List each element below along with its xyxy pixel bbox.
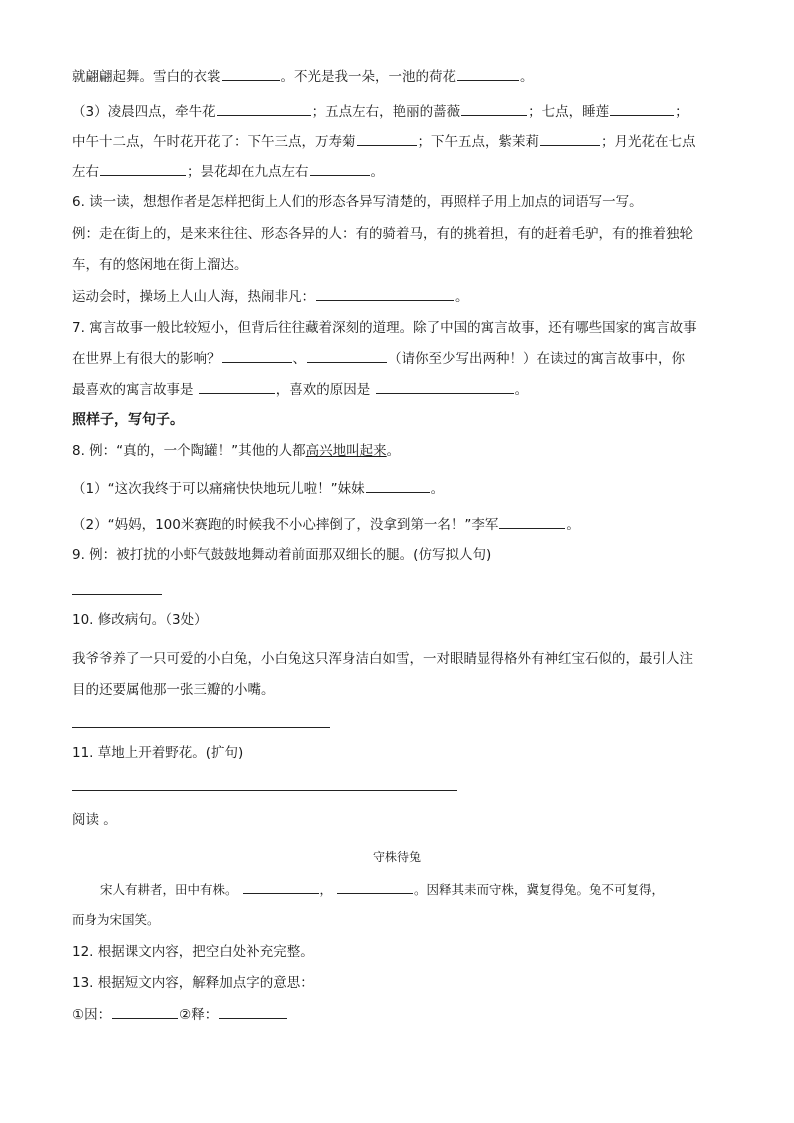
text: （3）凌晨四点，牵牛花 [72, 104, 216, 120]
text: 左右 [72, 164, 99, 180]
answer-blank[interactable] [461, 101, 527, 116]
text: 宋人有耕者，田中有株。 [100, 882, 238, 897]
text: ②释： [179, 1007, 219, 1023]
answer-blank[interactable] [376, 379, 514, 394]
text: 。 [430, 481, 445, 497]
text-line [72, 1004, 288, 1025]
answer-blank[interactable] [499, 514, 565, 529]
text-line [72, 514, 580, 535]
answer-blank[interactable] [540, 131, 600, 146]
example-line: 例：走在街上的，是来来往往、形态各异的人：有的骑着马，有的挑着担，有的赶着毛驴，有的推着独轮 [72, 226, 693, 242]
text-line [72, 286, 469, 307]
underlined-phrase: 高兴地叫起来 [305, 443, 387, 459]
question-10-stem: 10. 修改病句。（3处） [72, 612, 208, 628]
question-7-stem: 7. 寓言故事一般比较短小，但背后往往藏着深刻的道理。除了中国的寓言故事，还有哪些国家的寓言故事 [72, 320, 697, 336]
reading-label: 阅读 。 [72, 812, 117, 828]
answer-blank[interactable] [222, 348, 292, 363]
answer-blank[interactable] [366, 478, 430, 493]
text: 在世界上有很大的影响？ [72, 351, 221, 367]
answer-blank[interactable] [307, 348, 387, 363]
answer-blank[interactable] [222, 66, 280, 81]
text: ，喜欢的原因是 [275, 382, 371, 398]
question-13-stem: 13. 根据短文内容，解释加点字的意思： [72, 975, 314, 991]
text-line [72, 161, 384, 182]
paragraph-line: 我爷爷养了一只可爱的小白兔，小白兔这只浑身洁白如雪，一对眼睛显得格外有神红宝石似的，最引人注 [72, 651, 693, 667]
answer-blank[interactable] [337, 879, 413, 894]
text: （2）“妈妈，100米赛跑的时候我不小心摔倒了，没拿到第一名！”李军 [72, 517, 499, 533]
answer-blank[interactable] [219, 1004, 287, 1019]
text: 。 [566, 517, 580, 533]
text: 中午十二点，午时花开花了：下午三点，万寿菊 [72, 134, 356, 150]
text-line [72, 478, 444, 499]
answer-blank[interactable] [310, 161, 370, 176]
answer-blank[interactable] [217, 101, 311, 116]
answer-line[interactable] [72, 594, 162, 595]
text: ；昙花却在九点左右 [187, 164, 309, 180]
answer-blank[interactable] [357, 131, 417, 146]
paragraph-line: 目的还要属他那一张三瓣的小嘴。 [72, 682, 275, 698]
text: （1）“这次我终于可以痛痛快快地玩儿啦！”妹妹 [72, 481, 365, 497]
text: 最喜欢的寓言故事是 [72, 382, 194, 398]
text: ；七点，睡莲 [528, 104, 610, 120]
text: 8. 例：“真的，一个陶罐！”其他的人都 [72, 443, 306, 459]
passage-line [100, 879, 664, 900]
text: 。 [514, 382, 529, 398]
question-12-stem: 12. 根据课文内容，把空白处补充完整。 [72, 944, 314, 960]
text: 。 [386, 443, 401, 459]
example-line: 车，有的悠闲地在街上溜达。 [72, 257, 248, 273]
question-6-stem: 6. 读一读，想想作者是怎样把街上人们的形态各异写清楚的，再照样子用上加点的词语写一写。 [72, 194, 643, 210]
text-line [72, 131, 696, 152]
text: ； [675, 104, 689, 120]
question-9-stem: 9. 例：被打扰的小虾气鼓鼓地舞动着前面那双细长的腿。(仿写拟人句) [72, 547, 492, 563]
answer-blank[interactable] [100, 161, 186, 176]
passage-title: 守株待兔 [372, 850, 421, 864]
text: ；五点左右，艳丽的蔷薇 [311, 104, 461, 120]
answer-blank[interactable] [316, 286, 454, 301]
text: ；月光花在七点 [601, 134, 696, 150]
text: 运动会时，操场上人山人海，热闹非凡： [72, 289, 315, 305]
text-line [72, 348, 685, 369]
section-heading: 照样子，写句子。 [72, 412, 184, 428]
answer-blank[interactable] [112, 1004, 178, 1019]
answer-blank[interactable] [199, 379, 275, 394]
passage-line: 而身为宋国笑。 [72, 912, 160, 927]
text: 、 [292, 351, 306, 367]
text: ①因： [72, 1007, 112, 1023]
question-11-stem: 11. 草地上开着野花。(扩句) [72, 745, 244, 761]
answer-blank[interactable] [243, 879, 319, 894]
text: 。 [370, 164, 384, 180]
text-line [72, 101, 689, 122]
text: 。 [520, 69, 534, 85]
answer-line[interactable] [72, 790, 457, 791]
text: ， [319, 882, 333, 897]
text: ；下午五点，紫茉莉 [417, 134, 539, 150]
text: 。不光是我一朵，一池的荷花 [280, 69, 456, 85]
answer-blank[interactable] [457, 66, 519, 81]
answer-blank[interactable] [610, 101, 674, 116]
text: 就翩翩起舞。雪白的衣裳 [72, 69, 221, 85]
text-line [72, 66, 534, 87]
text: （请你至少写出两种！）在读过的寓言故事中，你 [388, 351, 685, 367]
text: 。 [455, 289, 469, 305]
text-line [72, 379, 528, 400]
question-8-stem [72, 441, 400, 461]
text: 。因释其耒而守株，冀复得兔。兔不可复得， [414, 882, 665, 897]
answer-line[interactable] [72, 727, 330, 728]
